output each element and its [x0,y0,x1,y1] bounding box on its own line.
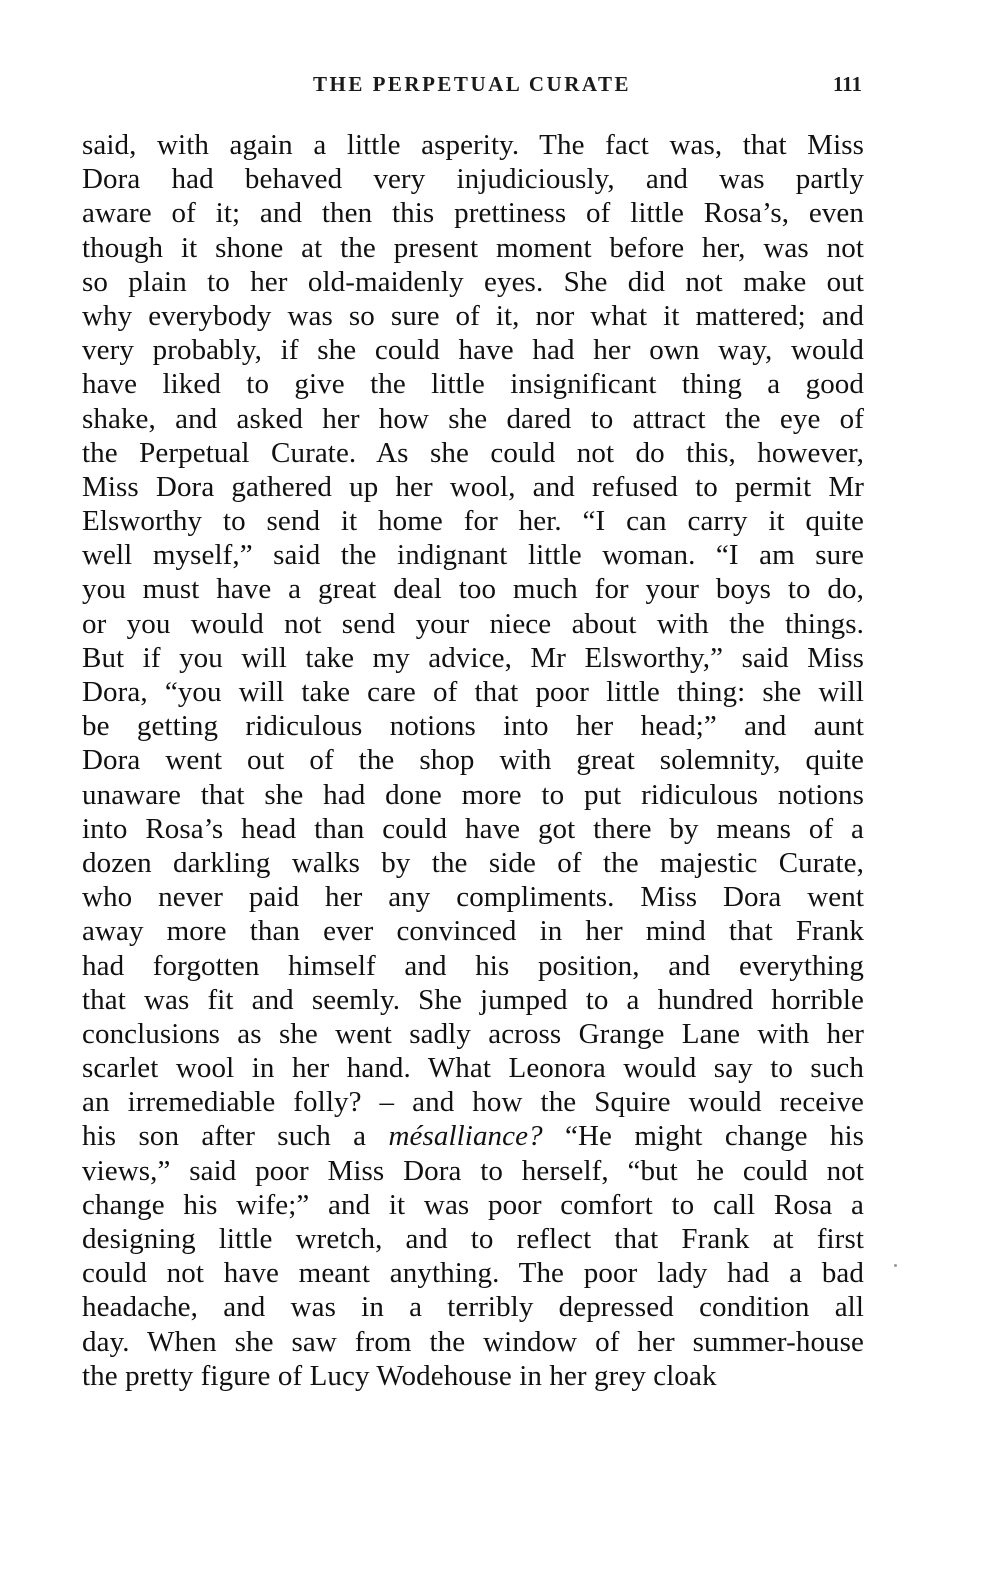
text-line: or you would not send your niece about with the things. [82,607,864,640]
text-line: the pretty figure of Lucy Wodehouse in her grey cloak [82,1359,717,1392]
text-line: the Perpetual Curate. As she could not do this, however, [82,436,864,469]
italic-word: mésalliance? [388,1120,543,1153]
text-line: dozen darkling walks by the side of the majestic Curate, [82,846,864,879]
text-line: scarlet wool in her hand. What Leonora would say to such [82,1052,864,1085]
text-line: aware of it; and then this prettiness of little Rosa’s, even [82,197,864,230]
text-line: said, with again a little asperity. The fact was, that Miss [82,129,864,161]
text-line: had forgotten himself and his position, and everything [82,949,864,982]
text-line: why everybody was so sure of it, nor what it mattered; and [82,299,864,332]
text-line: have liked to give the little insignificant thing a good [82,368,864,401]
text-line: away more than ever convinced in her mind that Frank [82,915,864,948]
text-line: views,” said poor Miss Dora to herself, “but he could not [82,1154,864,1187]
text-line: Dora went out of the shop with great solemnity, quite [82,744,864,777]
body-text [82,128,864,1393]
text-line: Dora had behaved very injudiciously, and was partly [82,163,864,196]
text-line: be getting ridiculous notions into her head;” and aunt [82,710,864,743]
text-line: designing little wretch, and to reflect that Frank at first [82,1223,864,1255]
text-line-mixed [82,1119,864,1153]
text-line: day. When she saw from the window of her summer-house [82,1325,864,1358]
text-run: his son after such a [82,1120,389,1153]
running-title: THE PERPETUAL CURATE [313,72,631,96]
text-line: well myself,” said the indignant little woman. “I am sure [82,539,864,572]
text-line: very probably, if she could have had her own way, would [82,334,864,367]
text-line: though it shone at the present moment before her, was not [82,231,864,264]
text-line: so plain to her old-maidenly eyes. She did not make out [82,265,864,298]
running-head [82,72,862,104]
page-number: 111 [832,72,862,96]
text-line: change his wife;” and it was poor comfort to call Rosa a [82,1188,864,1221]
text-line: could not have meant anything. The poor lady had a bad [82,1257,864,1290]
text-line: unaware that she had done more to put ridiculous notions [82,778,864,811]
text-line: Miss Dora gathered up her wool, and refused to permit Mr [82,470,864,503]
text-line: Dora, “you will take care of that poor little thing: she will [82,676,864,708]
text-line: into Rosa’s head than could have got there by means of a [82,812,864,845]
text-line: headache, and was in a terribly depressed condition all [82,1291,864,1324]
text-line: an irremediable folly? – and how the Squire would receive [82,1086,864,1119]
text-line: conclusions as she went sadly across Grange Lane with her [82,1017,864,1050]
text-line: shake, and asked her how she dared to attract the eye of [82,402,864,435]
text-line: who never paid her any compliments. Miss Dora went [82,881,864,914]
text-line: that was fit and seemly. She jumped to a hundred horrible [82,983,864,1016]
text-line: you must have a great deal too much for your boys to do, [82,573,864,606]
text-line: Elsworthy to send it home for her. “I can carry it quite [82,505,864,538]
text-run: “He might change his [542,1120,864,1153]
margin-speck [894,1264,897,1267]
text-line: But if you will take my advice, Mr Elsworthy,” said Miss [82,641,864,674]
